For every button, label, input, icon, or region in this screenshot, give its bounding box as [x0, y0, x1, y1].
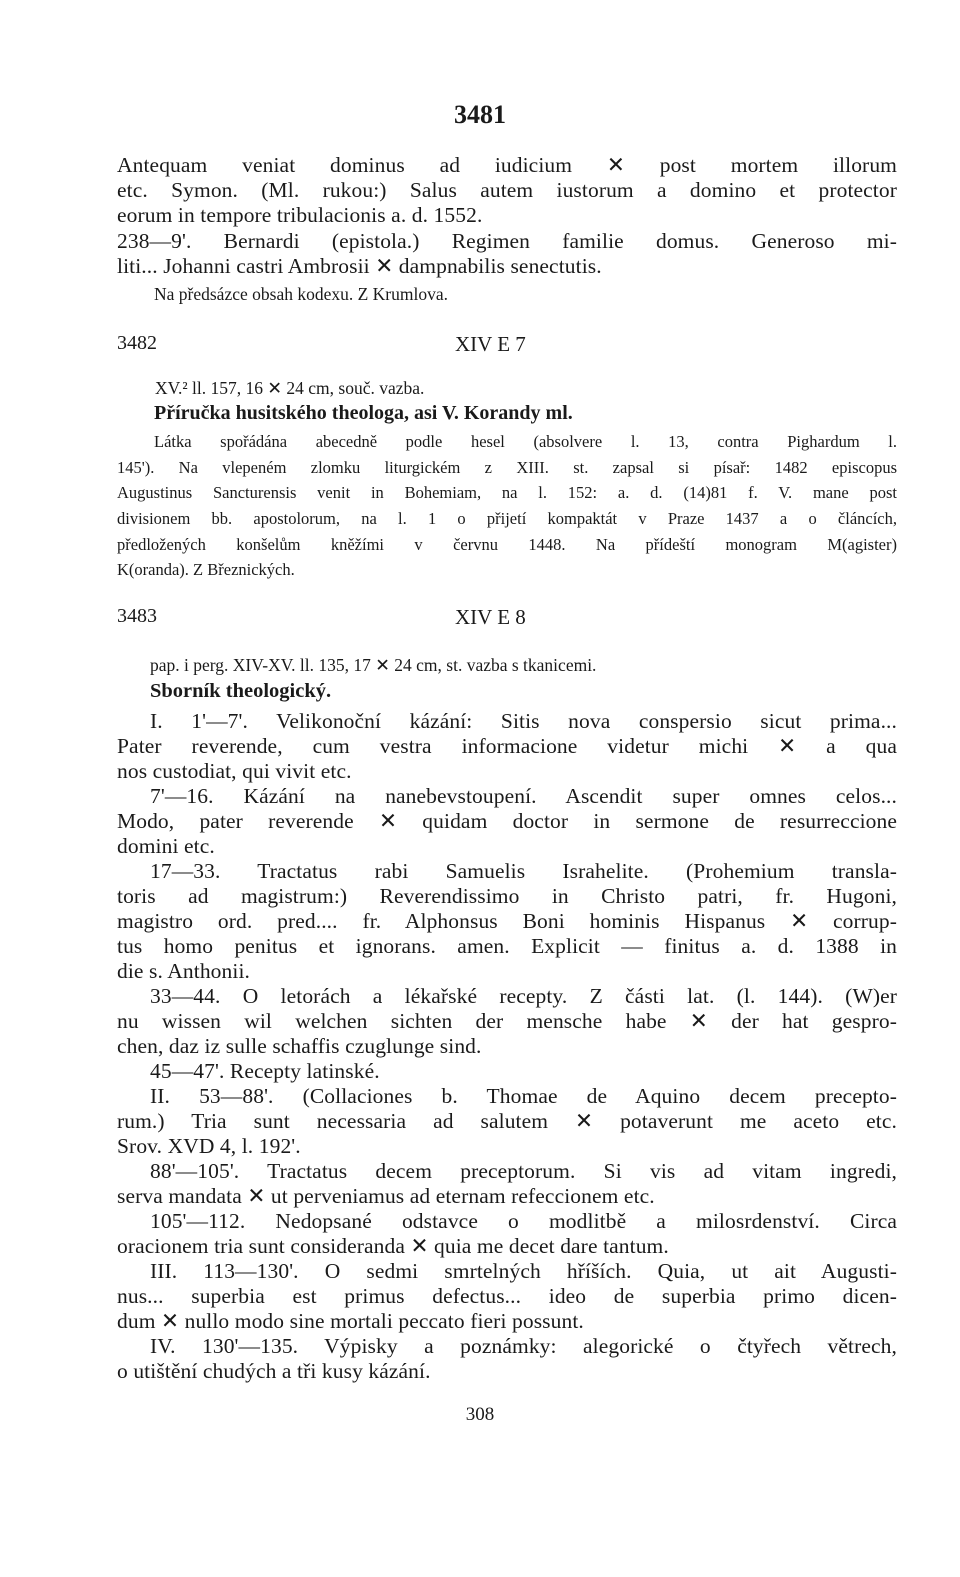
content-line: chen, daz iz sulle schaffis czuglunge sind. [117, 1034, 482, 1058]
entry-3481-note: Na předsázce obsah kodexu. Z Krumlova. [154, 284, 448, 304]
content-line: I. 1'—7'. Velikonoční kázání: Sitis nova conspersio sicut prima... [150, 709, 897, 733]
content-line: domini etc. [117, 834, 215, 858]
physical-description: XV.² ll. 157, 16 ✕ 24 cm, souč. vazba. [155, 378, 425, 398]
content-line: II. 53—88'. (Collaciones b. Thomae de Aquino decem precepto- [150, 1084, 897, 1108]
description-line: předložených konšelům kněžími v červnu 1448. Na přídeští monogram M(agister) [117, 535, 897, 554]
content-line: magistro ord. pred.... fr. Alphonsus Boni hominis Hispanus ✕ corrup- [117, 909, 897, 933]
content-line: nu wissen wil welchen sichten der mensche habe ✕ der hat gespro- [117, 1009, 897, 1033]
description-line: divisionem bb. apostolorum, na l. 1 o přijetí kompaktát v Praze 1437 a o článcích, [117, 509, 897, 528]
content-line: 45—47'. Recepty latinské. [150, 1059, 380, 1083]
content-line: rum.) Tria sunt necessaria ad salutem ✕ potaverunt me aceto etc. [117, 1109, 897, 1133]
entry-title: Příručka husitského theologa, asi V. Korandy ml. [154, 402, 573, 424]
shelf-signature: XIV E 8 [455, 605, 526, 629]
content-line: tus homo penitus et ignorans. amen. Explicit — finitus a. d. 1388 in [117, 934, 897, 958]
content-line: Srov. XVD 4, l. 192'. [117, 1134, 301, 1158]
entry-number: 3483 [117, 605, 157, 627]
content-line: die s. Anthonii. [117, 959, 250, 983]
content-line: 33—44. O letorách a lékařské recepty. Z části lat. (l. 144). (W)er [150, 984, 897, 1008]
entry-3481-line: eorum in tempore tribulacionis a. d. 1552. [117, 203, 483, 227]
shelf-signature: XIV E 7 [455, 332, 526, 356]
description-line: Látka spořádána abecedně podle hesel (absolvere l. 13, contra Pighardum l. [154, 432, 897, 451]
entry-3482 [117, 332, 897, 602]
content-line: 105'—112. Nedopsané odstavce o modlitbě a milosrdenství. Circa [150, 1209, 897, 1233]
page-number: 308 [465, 1404, 495, 1425]
content-line: Modo, pater reverende ✕ quidam doctor in sermone de resurreccione [117, 809, 897, 833]
content-line: nus... superbia est primus defectus... ideo de superbia primo dicen- [117, 1284, 897, 1308]
entry-3483 [117, 605, 897, 1395]
content-line: 17—33. Tractatus rabi Samuelis Israhelite. (Prohemium transla- [150, 859, 897, 883]
content-line: serva mandata ✕ ut perveniamus ad eternam refeccionem etc. [117, 1184, 655, 1208]
running-head: 3481 [454, 100, 506, 129]
entry-3481-line: etc. Symon. (Ml. rukou:) Salus autem iustorum a domino et protector [117, 178, 897, 202]
content-line: oracionem tria sunt consideranda ✕ quia me decet dare tantum. [117, 1234, 669, 1258]
entry-3481-line: Antequam veniat dominus ad iudicium ✕ post mortem illorum [117, 153, 897, 177]
description-line: 145'). Na vlepeném zlomku liturgickém z XIII. st. zapsal si písař: 1482 episcopus [117, 458, 897, 477]
entry-3481-line: liti... Johanni castri Ambrosii ✕ dampnabilis senectutis. [117, 254, 602, 278]
entry-title: Sborník theologický. [150, 680, 332, 702]
content-line: o utištění chudých a tři kusy kázání. [117, 1359, 431, 1383]
content-line: III. 113—130'. O sedmi smrtelných hříších. Quia, ut ait Augusti- [150, 1259, 897, 1283]
content-line: dum ✕ nullo modo sine mortali peccato fieri possunt. [117, 1309, 584, 1333]
content-line: nos custodiat, qui vivit etc. [117, 759, 352, 783]
content-line: Pater reverende, cum vestra informacione videtur michi ✕ a qua [117, 734, 897, 758]
entry-3481 [117, 153, 897, 343]
entry-3481-line: 238—9'. Bernardi (epistola.) Regimen familie domus. Generoso mi- [117, 229, 897, 253]
description-line: Augustinus Sancturensis venit in Bohemiam, na l. 152: a. d. (14)81 f. V. mane post [117, 483, 897, 502]
content-line: IV. 130'—135. Výpisky a poznámky: alegorické o čtyřech větrech, [150, 1334, 897, 1358]
content-line: 7'—16. Kázání na nanebevstoupení. Ascendit super omnes celos... [150, 784, 897, 808]
content-line: toris ad magistrum:) Reverendissimo in Christo patri, fr. Hugoni, [117, 884, 897, 908]
content-line: 88'—105'. Tractatus decem preceptorum. Si vis ad vitam ingredi, [150, 1159, 897, 1183]
description-line: K(oranda). Z Březnických. [117, 560, 295, 579]
physical-description: pap. i perg. XIV-XV. ll. 135, 17 ✕ 24 cm, st. vazba s tkanicemi. [150, 655, 597, 675]
entry-number: 3482 [117, 332, 157, 354]
